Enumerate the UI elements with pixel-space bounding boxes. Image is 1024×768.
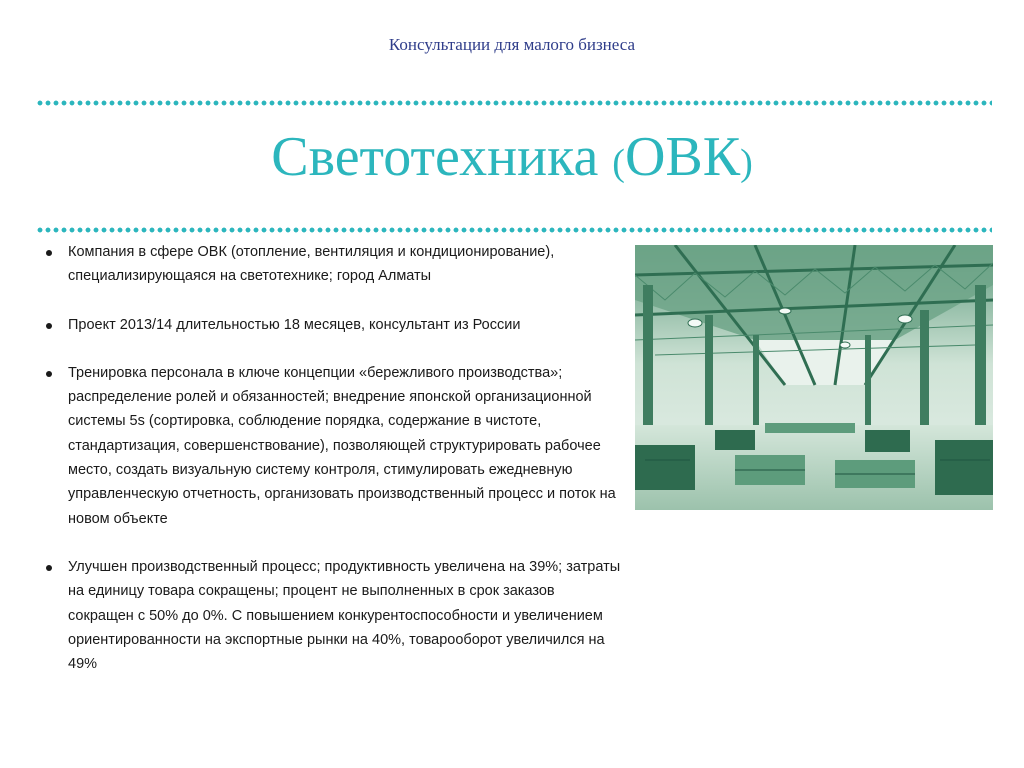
bullet-item-results bbox=[44, 555, 624, 676]
bullet-item-training bbox=[44, 361, 624, 531]
slide-title bbox=[0, 121, 1024, 199]
bullet-text: Тренировка персонала в ключе концепции «бережливого производства»; распределение ролей и обязанностей; внедрение японской организационной системы 5s (сортировка, соблюдение порядка, содержание в чистоте, стандартизация, совершенствование), позволяющей структурировать рабочее место, создать визуальную систему контроля, стимулировать ежедневную управленческую отчетность, организовать производственный процесс и поток на новом объекте bbox=[68, 364, 616, 527]
title-open-paren: ( bbox=[612, 142, 625, 184]
bullet-item-project bbox=[44, 313, 624, 337]
factory-photo bbox=[635, 245, 993, 510]
title-text: Светотехника bbox=[271, 126, 613, 188]
bullet-text: Проект 2013/14 длительностью 18 месяцев, консультант из России bbox=[68, 316, 521, 333]
page-subtitle: Консультации для малого бизнеса bbox=[388, 35, 636, 54]
bullet-text: Компания в сфере ОВК (отопление, вентиляция и кондиционирование), специализирующаяся на светотехнике; город Алматы bbox=[68, 244, 555, 285]
bullet-text: Улучшен производственный процесс; продуктивность увеличена на 39%; затраты на единицу товара сокращены; процент не выполненных в срок заказов сокращен с 50% до 0%. С повышением конкурентоспособности и увеличением ориентированности на экспортные рынки на 40%, товарооборот увеличился на 49% bbox=[68, 558, 621, 673]
dotted-divider-bottom bbox=[36, 227, 992, 233]
title-close-paren: ) bbox=[740, 142, 753, 184]
bullet-list bbox=[44, 240, 624, 700]
title-acronym: ОВК bbox=[624, 126, 741, 188]
dotted-divider-top bbox=[36, 100, 992, 106]
bullet-item-company bbox=[44, 240, 624, 289]
